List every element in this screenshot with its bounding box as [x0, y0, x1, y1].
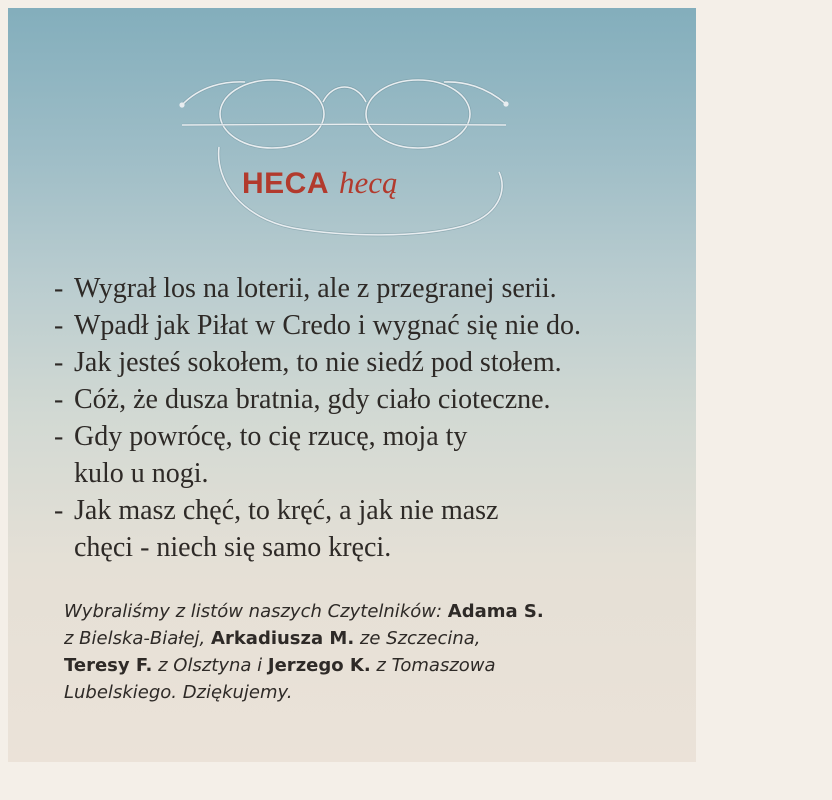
credit-name: Jerzego K.	[267, 655, 371, 676]
joke-item	[54, 344, 674, 381]
credit-name: Adama S.	[447, 601, 544, 622]
joke-dash: -	[54, 495, 64, 526]
credits-thanks: Lubelskiego. Dziękujemy.	[64, 682, 293, 703]
heca-subtitle: hecą	[339, 165, 398, 200]
article-panel	[8, 8, 696, 762]
credit-from: ze Szczecina,	[359, 628, 481, 649]
jokes-list	[54, 270, 674, 566]
credit-from: z Olsztyna i	[158, 655, 263, 676]
joke-item	[54, 492, 674, 566]
heca-logo	[242, 165, 492, 213]
joke-dash: -	[54, 421, 64, 452]
credits-line-4	[64, 679, 664, 706]
credits-line-3	[64, 652, 664, 679]
heca-title: HECA	[242, 167, 330, 200]
reader-credits	[64, 598, 664, 706]
credit-name: Teresy F.	[64, 655, 153, 676]
joke-text: Jak jesteś sokołem, to nie siedź pod stołem.	[74, 347, 562, 378]
joke-dash: -	[54, 310, 64, 341]
glasses-illustration	[158, 46, 528, 266]
credit-name: Arkadiusza M.	[211, 628, 355, 649]
joke-dash: -	[54, 347, 64, 378]
joke-item	[54, 307, 674, 344]
joke-text: Wygrał los na loterii, ale z przegranej serii.	[74, 273, 557, 304]
credits-intro: Wybraliśmy z listów naszych Czytelników:	[64, 601, 443, 622]
joke-text: Jak masz chęć, to kręć, a jak nie masz chęci - niech się samo kręci.	[74, 495, 499, 563]
joke-item	[54, 381, 674, 418]
joke-item	[54, 418, 674, 492]
joke-text: Wpadł jak Piłat w Credo i wygnać się nie do.	[74, 310, 581, 341]
joke-dash: -	[54, 273, 64, 304]
joke-item	[54, 270, 674, 307]
credit-from: z Bielska-Białej,	[64, 628, 206, 649]
credits-line-2	[64, 625, 664, 652]
joke-text: Cóż, że dusza bratnia, gdy ciało cioteczne.	[74, 384, 551, 415]
joke-text: Gdy powrócę, to cię rzucę, moja ty kulo u nogi.	[74, 421, 468, 489]
credits-line-1	[64, 598, 664, 625]
credit-from: z Tomaszowa	[376, 655, 496, 676]
joke-dash: -	[54, 384, 64, 415]
